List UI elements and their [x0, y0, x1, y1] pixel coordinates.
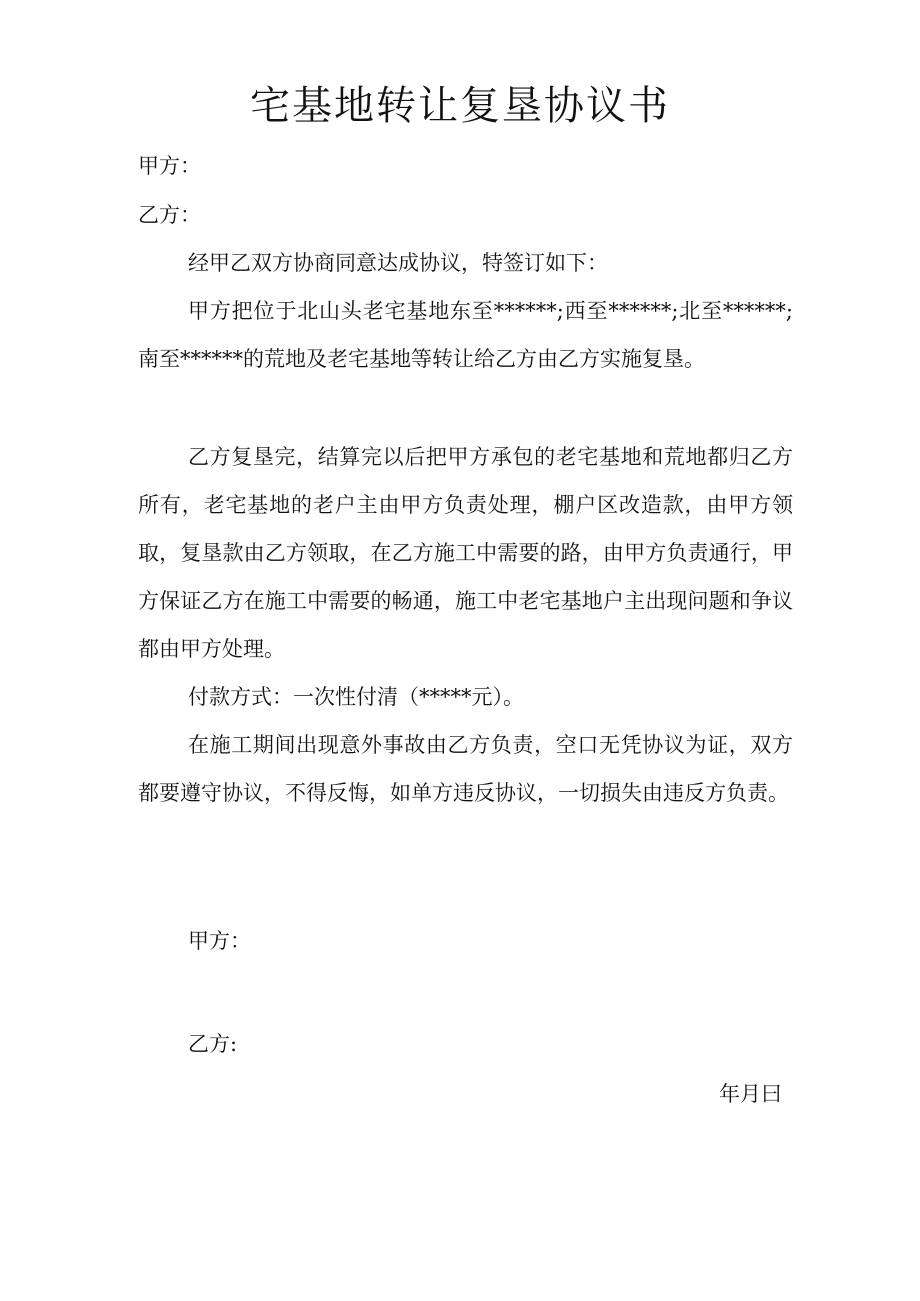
- signature-party-a: 甲方：: [188, 929, 251, 953]
- signature-date: 年月曰: [719, 1082, 782, 1106]
- document-title: 宅基地转让复垦协议书: [250, 83, 670, 129]
- paragraph-liability: 在施工期间出现意外事故由乙方负责，空口无凭协议为证，双方都要遵守协议，不得反悔，如单方违反协议，一切损失由违反方负责。: [138, 733, 793, 805]
- paragraph-transfer: 甲方把位于北山头老宅基地东至******;西至******;北至******;南至******的荒地及老宅基地等转让给乙方由乙方实施复垦。: [138, 299, 793, 371]
- party-a-header: 甲方：: [138, 154, 201, 178]
- paragraph-payment: 付款方式：一次性付清（*****元）。: [188, 685, 524, 709]
- party-b-header: 乙方：: [138, 203, 201, 227]
- paragraph-terms: 乙方复垦完，结算完以后把甲方承包的老宅基地和荒地都归乙方所有，老宅基地的老户主由甲方负责处理，棚户区改造款，由甲方领取，复垦款由乙方领取，在乙方施工中需要的路，由甲方负责通行，甲方保证乙方在施工中需要的畅通，施工中老宅基地户主出现问题和争议都由甲方处理。: [138, 445, 793, 661]
- signature-party-b: 乙方:: [188, 1032, 238, 1056]
- paragraph-intro: 经甲乙双方协商同意达成协议，特签订如下：: [188, 251, 608, 275]
